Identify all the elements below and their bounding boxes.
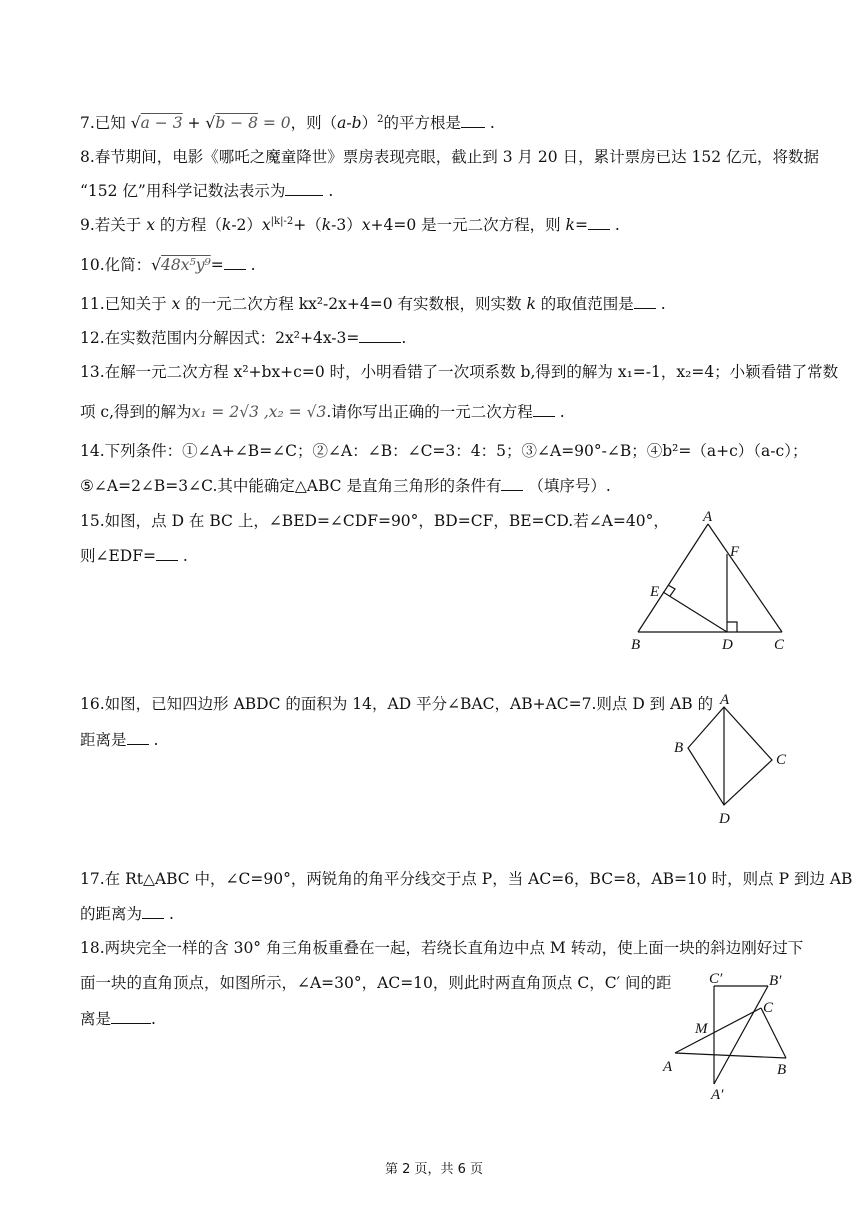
- label-C: C: [774, 637, 785, 653]
- answer-blank[interactable]: [127, 730, 149, 745]
- label-D: D: [722, 637, 733, 653]
- answer-blank[interactable]: [224, 255, 246, 270]
- question-12: 12.在实数范围内分解因式：2x²+4x-3= .: [80, 329, 407, 347]
- question-18-line1: 18.两块完全一样的含 30° 角三角板重叠在一起，若绕长直角边中点 M 转动，使上面一块的斜边刚好过下: [80, 939, 804, 957]
- figure-q15: [620, 510, 800, 660]
- label-F: F: [730, 544, 740, 560]
- answer-blank[interactable]: [285, 181, 323, 196]
- answer-blank[interactable]: [359, 328, 401, 343]
- answer-blank[interactable]: [588, 215, 610, 230]
- label-A-prime: A′: [711, 1087, 724, 1103]
- question-13-line2: 项 c,得到的解为x₁ = 2√3 ,x₂ = √3.请你写出正确的一元二次方程 .: [80, 403, 565, 421]
- question-8-line1: 8.春节期间，电影《哪吒之魔童降世》票房表现亮眼，截止到 3 月 20 日，累计票房已达 152 亿元，将数据: [80, 148, 820, 166]
- answer-blank[interactable]: [501, 476, 523, 491]
- question-8-line2: “152 亿”用科学记数法表示为 .: [80, 182, 334, 200]
- question-9: 9.若关于 x 的方程$(k-2)x^{|k|-2}+(k-3)x+4=0$ 是一元二次方程，则 k= .: [80, 215, 620, 234]
- answer-blank[interactable]: [461, 113, 485, 128]
- answer-blank[interactable]: [111, 1009, 151, 1024]
- page-footer: 第 2 页，共 6 页: [384, 1162, 484, 1177]
- label-A: A: [703, 510, 713, 525]
- label-B: B: [631, 637, 641, 653]
- figure-q18: [655, 968, 800, 1108]
- answer-blank[interactable]: [533, 402, 555, 417]
- question-7: 7.已知 √a − 3 + √b − 8 = 0，则$(a-b)^2$的平方根是 .: [80, 113, 495, 132]
- question-18-line3: 离是 .: [80, 1010, 156, 1028]
- question-17-line2: 的距离为 .: [80, 905, 174, 923]
- question-17-line1: 17.在 Rt△ABC 中，∠C=90°，两锐角的角平分线交于点 P，当 AC=6，BC=8，AB=10 时，则点 P 到边 AB: [80, 870, 853, 888]
- answer-blank[interactable]: [156, 546, 178, 561]
- label-M: M: [695, 1021, 708, 1037]
- sqrt-expression: √a − 3 + √b − 8 = 0: [130, 114, 291, 132]
- question-16-line2: 距离是 .: [80, 731, 159, 749]
- answer-blank[interactable]: [634, 294, 656, 309]
- label-A: A: [663, 1059, 673, 1075]
- question-18-line2: 面一块的直角顶点，如图所示，∠A=30°，AC=10，则此时两直角顶点 C，C′ 间的距: [80, 974, 672, 992]
- label-C-prime: C′: [709, 971, 723, 987]
- figure-q16: [668, 693, 798, 828]
- question-16-line1: 16.如图，已知四边形 ABDC 的面积为 14，AD 平分∠BAC，AB+AC=7.则点 D 到 AB 的: [80, 695, 714, 713]
- label-D: D: [719, 811, 730, 827]
- question-15-line1: 15.如图，点 D 在 BC 上，∠BED=∠CDF=90°，BD=CF，BE=CD.若∠A=40°，: [80, 512, 669, 530]
- label-A: A: [720, 693, 730, 708]
- question-14-line1: 14.下列条件：①∠A+∠B=∠C；②∠A：∠B：∠C=3：4：5；③∠A=90°-∠B；④b²=（a+c）（a-c）；: [80, 442, 808, 460]
- question-14-line2: ⑤∠A=2∠B=3∠C.其中能确定△ABC 是直角三角形的条件有 （填序号）.: [80, 477, 611, 495]
- question-10: 10.化简：√48x⁵y⁹= .: [80, 256, 256, 274]
- label-C: C: [763, 1000, 774, 1016]
- label-B: B: [674, 740, 684, 756]
- answer-blank[interactable]: [142, 904, 164, 919]
- label-B: B: [777, 1062, 787, 1078]
- question-13-line1: 13.在解一元二次方程 x²+bx+c=0 时，小明看错了一次项系数 b,得到的解为 x₁=-1，x₂=4；小颖看错了常数: [80, 363, 839, 381]
- label-B-prime: B′: [769, 973, 782, 989]
- label-C: C: [776, 752, 787, 768]
- question-11: 11.已知关于 x 的一元二次方程 kx²-2x+4=0 有实数根，则实数 k 的取值范围是 .: [80, 295, 666, 313]
- label-E: E: [650, 584, 660, 600]
- question-15-line2: 则∠EDF= .: [80, 547, 188, 565]
